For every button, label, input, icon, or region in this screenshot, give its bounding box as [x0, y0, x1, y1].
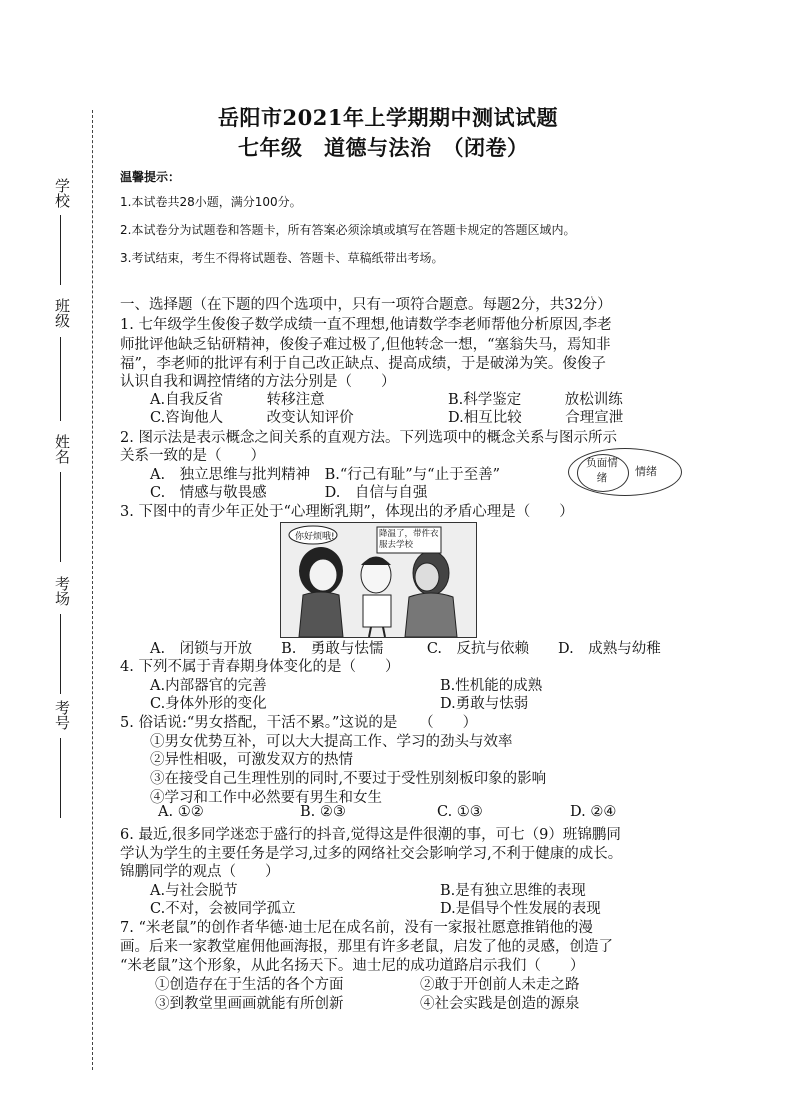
option-c: C.身体外形的变化 — [150, 696, 267, 712]
exam-number-label: 考号 — [53, 700, 71, 730]
option-a: A.与社会脱节 — [150, 883, 238, 899]
notice-item: 1.本试卷共28小题，满分100分。 — [120, 195, 302, 209]
option-a: A.自我反省 转移注意 — [150, 392, 325, 408]
class-fill-line — [60, 337, 61, 421]
statement-item: ④社会实践是创造的源泉 — [420, 996, 580, 1012]
exam-room-label: 考场 — [53, 576, 71, 606]
option-b: B. ②③ — [300, 804, 346, 820]
school-label: 学校 — [53, 178, 71, 208]
option-b: B.性机能的成熟 — [440, 678, 543, 694]
option-ab: A. 独立思维与批判精神 B.“行己有耻”与“止于至善” — [150, 467, 500, 483]
statement-item: ③在接受自己生理性别的同时,不要过于受性别刻板印象的影响 — [150, 771, 547, 787]
question-line: 4. 下列不属于青春期身体变化的是（ ） — [120, 659, 400, 675]
question-line: 福”，李老师的批评有利于自己改正缺点、提高成绩，于是破涕为笑。俊俊子 — [120, 356, 606, 372]
notice-item: 3.考试结束，考生不得将试题卷、答题卡、草稿纸带出考场。 — [120, 251, 444, 265]
statement-item: ①创造存在于生活的各个方面 — [155, 977, 344, 993]
question-line: 5. 俗话说:“男女搭配，干活不累。”这说的是 （ ） — [120, 715, 478, 731]
exam-room-fill-line — [60, 614, 61, 694]
page-subtitle: 七年级 道德与法治 （闭卷） — [238, 135, 529, 160]
inner-concept-label: 负面情绪 — [586, 457, 618, 484]
speech-bubble-right: 降温了，带件衣服去学校 — [379, 529, 439, 550]
question-line: 1. 七年级学生俊俊子数学成绩一直不理想,他请数学李老师帮他分析原因,李老 — [120, 317, 612, 333]
statement-item: ④学习和工作中必然要有男生和女生 — [150, 790, 382, 806]
option-b: B.是有独立思维的表现 — [440, 883, 586, 899]
option-d: D.勇敢与怯弱 — [440, 696, 529, 712]
speech-bubble-left: 你好烦哦! — [295, 532, 335, 542]
page-title: 岳阳市2021年上学期期中测试试题 — [218, 105, 558, 130]
question-line: 7. “米老鼠”的创作者华德·迪士尼在成名前，没有一家报社愿意推销他的漫 — [120, 920, 593, 936]
statement-item: ②敢于开创前人未走之路 — [420, 977, 580, 993]
question-line: 2. 图示法是表示概念之间关系的直观方法。下列选项中的概念关系与图示所示 — [120, 430, 617, 446]
option-cd: C. 情感与敬畏感 D. 自信与自强 — [150, 485, 428, 501]
name-label: 姓名 — [53, 434, 71, 464]
question-line: “米老鼠”这个形象，从此名扬天下。迪士尼的成功道路启示我们（ ） — [120, 958, 585, 974]
binding-dashed-line — [92, 110, 93, 1070]
section-heading: 一、选择题（在下题的四个选项中，只有一项符合题意。每题2分，共32分） — [120, 297, 612, 313]
outer-concept-label: 情绪 — [635, 465, 657, 478]
exam-number-fill-line — [60, 738, 61, 818]
notice-item: 2.本试卷分为试题卷和答题卡，所有答案必须涂填或填写在答题卡规定的答题区域内。 — [120, 223, 576, 237]
option-b: B.科学鉴定 放松训练 — [448, 392, 623, 408]
question-line: 学认为学生的主要任务是学习,过多的网络社交会影响学习,不利于健康的成长。 — [120, 846, 623, 862]
question-line: 关系一致的是（ ） — [120, 448, 265, 464]
question-line: 师批评他缺乏钻研精神，俊俊子难过极了,但他转念一想，“塞翁失马，焉知非 — [120, 337, 611, 353]
question-line: 6. 最近,很多同学迷恋于盛行的抖音,觉得这是件很潮的事，可七（9）班锦鹏同 — [120, 827, 621, 843]
option-d: D. ②④ — [570, 804, 617, 820]
cartoon-illustration — [280, 522, 477, 638]
name-fill-line — [60, 472, 61, 562]
option-c: C.咨询他人 改变认知评价 — [150, 410, 354, 426]
option-d: D.是倡导个性发展的表现 — [440, 901, 601, 917]
statement-item: ①男女优势互补，可以大大提高工作、学习的劲头与效率 — [150, 734, 513, 750]
option-c: C.不对，会被同学孤立 — [150, 901, 296, 917]
question-line: 锦鹏同学的观点（ ） — [120, 864, 280, 880]
question-line: 画。后来一家教堂雇佣他画海报，那里有许多老鼠，启发了他的灵感，创造了 — [120, 939, 613, 955]
school-fill-line — [60, 215, 61, 285]
question-line: 3. 下图中的青少年正处于“心理断乳期”，体现出的矛盾心理是（ ） — [120, 504, 574, 520]
notice-heading: 温馨提示： — [120, 170, 181, 184]
option-d: D.相互比较 合理宣泄 — [448, 410, 624, 426]
statement-item: ②异性相吸，可激发双方的热情 — [150, 752, 353, 768]
concept-diagram — [568, 448, 682, 496]
option-a: A.内部器官的完善 — [150, 678, 267, 694]
question-line: 认识自我和调控情绪的方法分别是（ ） — [120, 374, 396, 390]
class-label: 班级 — [53, 298, 71, 328]
option-c: C. ①③ — [437, 804, 483, 820]
option-row: A. 闭锁与开放 B. 勇敢与怯懦 C. 反抗与依赖 D. 成熟与幼稚 — [150, 641, 661, 657]
option-a: A. ①② — [158, 804, 204, 820]
statement-item: ③到教堂里画画就能有所创新 — [155, 996, 344, 1012]
